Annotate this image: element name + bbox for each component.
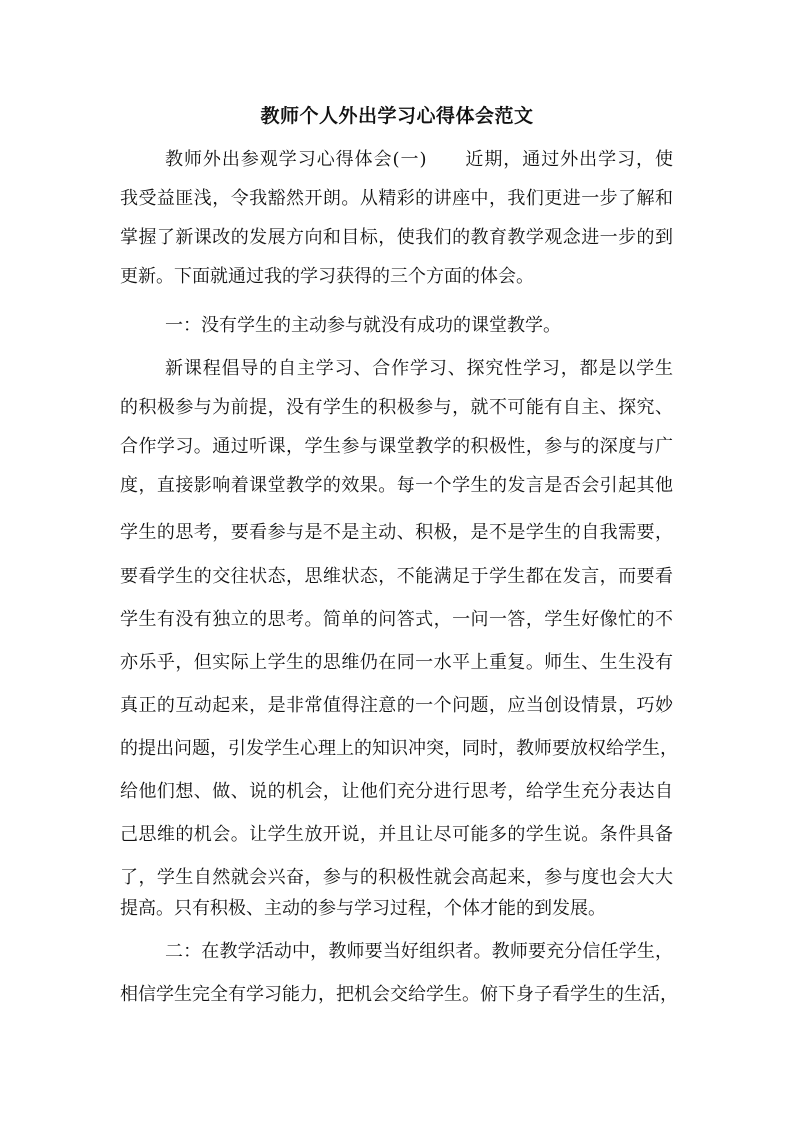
- paragraph-line: 合作学习。通过听课，学生参与课堂教学的积极性，参与的深度与广: [120, 436, 673, 457]
- paragraph-line: 新课程倡导的自主学习、合作学习、探究性学习，都是以学生: [165, 358, 673, 379]
- paragraph-line: 度，直接影响着课堂教学的效果。每一个学生的发言是否会引起其他: [120, 475, 673, 496]
- paragraph-line: 要看学生的交往状态，思维状态，不能满足于学生都在发言，而要看: [120, 566, 673, 587]
- paragraph-line: 掌握了新课改的发展方向和目标，使我们的教育教学观念进一步的到: [120, 227, 673, 248]
- paragraph-line: 的积极参与为前提，没有学生的积极参与，就不可能有自主、探究、: [120, 397, 673, 418]
- document-title: 教师个人外出学习心得体会范文: [260, 105, 534, 127]
- paragraph-line: 更新。下面就通过我的学习获得的三个方面的体会。: [120, 266, 534, 287]
- paragraph-line: 二：在教学活动中，教师要当好组织者。教师要充分信任学生，: [165, 941, 673, 962]
- paragraph-line: 提高。只有积极、主动的参与学习过程，个体才能的到发展。: [120, 898, 606, 919]
- paragraph-line: 真正的互动起来，是非常值得注意的一个问题，应当创设情景，巧妙: [120, 695, 673, 716]
- paragraph-line: 我受益匪浅，令我豁然开朗。从精彩的讲座中，我们更进一步了解和: [120, 188, 673, 209]
- paragraph-line: 学生的思考，要看参与是不是主动、积极，是不是学生的自我需要，: [120, 522, 673, 543]
- paragraph-line: 亦乐乎，但实际上学生的思维仍在同一水平上重复。师生、生生没有: [120, 652, 673, 673]
- section-heading: 一：没有学生的主动参与就没有成功的课堂教学。: [165, 315, 561, 336]
- paragraph-line: 教师外出参观学习心得体会(一) 近期，通过外出学习，使: [165, 149, 673, 170]
- paragraph-line: 了，学生自然就会兴奋，参与的积极性就会高起来，参与度也会大大: [120, 867, 673, 888]
- paragraph-line: 给他们想、做、说的机会，让他们充分进行思考，给学生充分表达自: [120, 781, 673, 802]
- paragraph-line: 的提出问题，引发学生心理上的知识冲突，同时，教师要放权给学生，: [120, 738, 678, 759]
- paragraph-line: 相信学生完全有学习能力，把机会交给学生。俯下身子看学生的生活，: [120, 984, 678, 1005]
- paragraph-line: 己思维的机会。让学生放开说，并且让尽可能多的学生说。条件具备: [120, 824, 673, 845]
- paragraph-line: 学生有没有独立的思考。简单的问答式，一问一答，学生好像忙的不: [120, 609, 673, 630]
